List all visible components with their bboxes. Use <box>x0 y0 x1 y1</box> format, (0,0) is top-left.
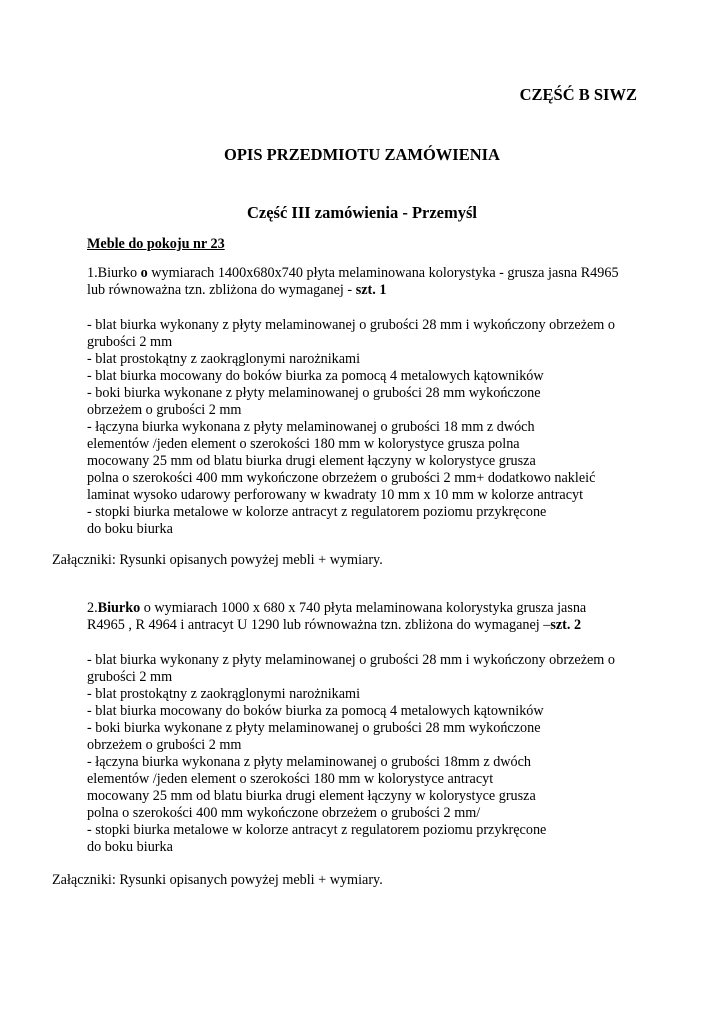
spec-line: elementów /jeden element o szerokości 180 mm w kolorystyce grusza polna <box>87 436 520 452</box>
spec-line: polna o szerokości 400 mm wykończone obrzeżem o grubości 2 mm/ <box>87 805 481 821</box>
spec-line: polna o szerokości 400 mm wykończone obrzeżem o grubości 2 mm+ dodatkowo nakleić <box>87 470 596 486</box>
spec-line: laminat wysoko udarowy perforowany w kwadraty 10 mm x 10 mm w kolorze antracyt <box>87 487 584 503</box>
spec-line: - blat biurka mocowany do boków biurka za pomocą 4 metalowych kątowników <box>87 368 544 384</box>
item1-quantity: szt. 1 <box>355 282 387 298</box>
spec-line: - łączyna biurka wykonana z płyty melaminowanej o grubości 18mm z dwóch <box>87 754 532 770</box>
spec-line: - boki biurka wykonane z płyty melaminowanej o grubości 28 mm wykończone <box>87 720 541 736</box>
spec-line: grubości 2 mm <box>87 334 173 350</box>
item2-attachments: Załączniki: Rysunki opisanych powyżej mebli + wymiary. <box>52 872 383 888</box>
spec-line: - stopki biurka metalowe w kolorze antracyt z regulatorem poziomu przykręcone <box>87 504 547 520</box>
spec-line: grubości 2 mm <box>87 669 173 685</box>
item2-quantity: szt. 2 <box>550 617 582 633</box>
item2-intro-line1: 2.Biurko o wymiarach 1000 x 680 x 740 płyta melaminowana kolorystyka grusza jasna <box>87 600 587 616</box>
item2-name: Biurko <box>97 600 141 616</box>
item2-intro-line2: R4965 , R 4964 i antracyt U 1290 lub równoważna tzn. zbliżona do wymaganej –szt. 2 <box>87 617 582 633</box>
item2-spec <box>87 652 657 856</box>
item1-intro <box>87 265 657 299</box>
spec-line: do boku biurka <box>87 521 173 537</box>
spec-line: obrzeżem o grubości 2 mm <box>87 737 242 753</box>
item1-intro-line2: lub równoważna tzn. zbliżona do wymaganej - szt. 1 <box>87 282 387 298</box>
spec-line: elementów /jeden element o szerokości 180 mm w kolorystyce antracyt <box>87 771 494 787</box>
spec-line: - łączyna biurka wykonana z płyty melaminowanej o grubości 18 mm z dwóch <box>87 419 535 435</box>
spec-line: - boki biurka wykonane z płyty melaminowanej o grubości 28 mm wykończone <box>87 385 541 401</box>
spec-line: - blat prostokątny z zaokrąglonymi narożnikami <box>87 351 361 367</box>
spec-line: - blat prostokątny z zaokrąglonymi narożnikami <box>87 686 361 702</box>
spec-line: mocowany 25 mm od blatu biurka drugi element łączyny w kolorystyce grusza <box>87 788 536 804</box>
spec-line: - blat biurka wykonany z płyty melaminowanej o grubości 28 mm i wykończony obrzeżem o <box>87 317 615 333</box>
part-heading: CZĘŚĆ B SIWZ <box>519 85 637 104</box>
page-subtitle: Część III zamówienia - Przemyśl <box>246 203 478 222</box>
room-heading: Meble do pokoju nr 23 <box>87 236 225 252</box>
spec-line: - blat biurka mocowany do boków biurka za pomocą 4 metalowych kątowników <box>87 703 544 719</box>
page-title: OPIS PRZEDMIOTU ZAMÓWIENIA <box>224 145 500 164</box>
item1-spec <box>87 317 657 538</box>
spec-line: - blat biurka wykonany z płyty melaminowanej o grubości 28 mm i wykończony obrzeżem o <box>87 652 615 668</box>
spec-line: do boku biurka <box>87 839 173 855</box>
item1-intro-line1: 1.Biurko o wymiarach 1400x680x740 płyta melaminowana kolorystyka - grusza jasna R4965 <box>87 265 619 281</box>
spec-line: mocowany 25 mm od blatu biurka drugi element łączyny w kolorystyce grusza <box>87 453 536 469</box>
spec-line: - stopki biurka metalowe w kolorze antracyt z regulatorem poziomu przykręcone <box>87 822 547 838</box>
item2-intro <box>87 600 657 634</box>
spec-line: obrzeżem o grubości 2 mm <box>87 402 242 418</box>
item1-attachments: Załączniki: Rysunki opisanych powyżej mebli + wymiary. <box>52 552 383 568</box>
